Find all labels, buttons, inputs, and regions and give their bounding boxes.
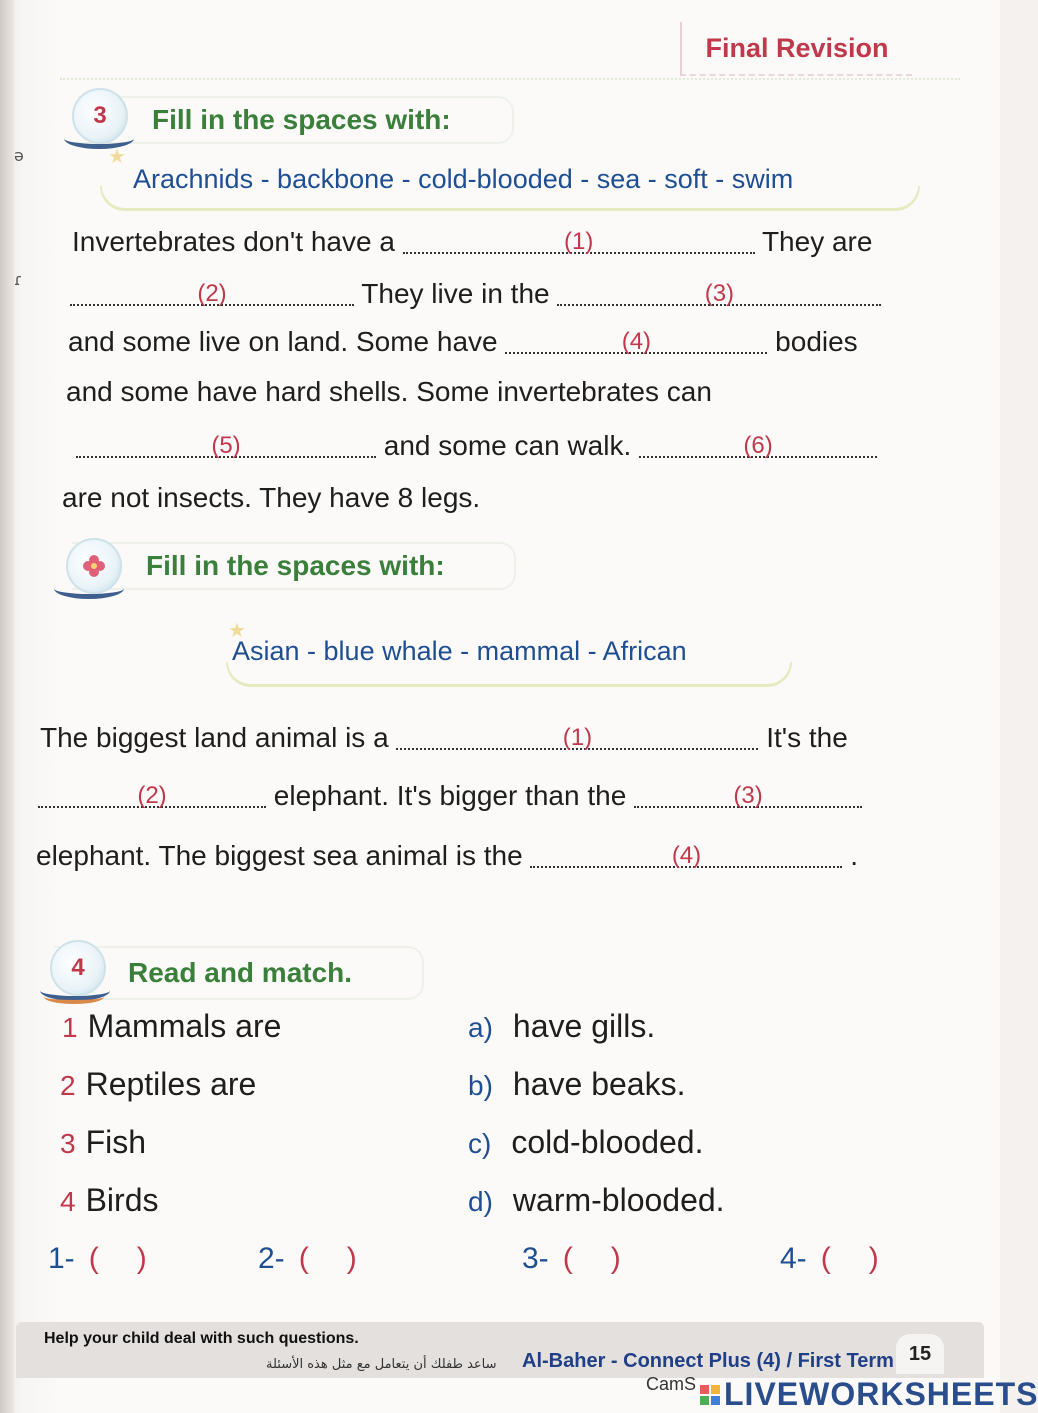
item-text: cold-blooded.	[511, 1124, 704, 1160]
answer-open: (	[298, 1242, 309, 1275]
blank-4[interactable]	[505, 326, 767, 354]
answer-open: (	[820, 1242, 831, 1275]
star-icon: ★	[228, 618, 246, 642]
text: Invertebrates don't have a	[72, 226, 395, 257]
item-number: 2	[60, 1070, 76, 1101]
badge-swoosh-icon	[44, 990, 104, 1004]
text: elephant. It's bigger than the	[273, 780, 627, 811]
liveworksheets-logo-icon	[700, 1385, 720, 1405]
section4-title: Read and match.	[128, 957, 353, 988]
item-text: have beaks.	[512, 1066, 686, 1102]
section3-line2	[70, 278, 881, 310]
edge-glyph: ɾ	[14, 270, 23, 289]
edge-glyph: ə	[14, 146, 24, 165]
item-text: Mammals are	[87, 1008, 282, 1044]
blank-6[interactable]	[639, 430, 877, 458]
blank-4[interactable]	[530, 840, 842, 868]
blank-3[interactable]	[634, 780, 862, 808]
answer-slot	[522, 1242, 621, 1276]
match-right-item	[468, 1008, 655, 1045]
text: bodies	[775, 326, 858, 357]
badge-swoosh-icon	[54, 578, 124, 599]
blank-2[interactable]	[70, 278, 354, 306]
blank-number: (6)	[743, 432, 773, 459]
answer-close: )	[868, 1242, 879, 1275]
section3-number: 3	[93, 102, 107, 129]
blank-5[interactable]	[76, 430, 376, 458]
blank-number: (5)	[211, 432, 241, 459]
liveworksheets-watermark	[700, 1376, 1038, 1413]
match-left-item	[60, 1182, 158, 1219]
blank-number: (2)	[137, 782, 167, 809]
binding-edge	[0, 0, 14, 1413]
answer-label: 4-	[780, 1242, 807, 1275]
sectionb-word-bank: Asian - blue whale - mammal - African	[232, 636, 687, 666]
blank-1[interactable]	[403, 226, 755, 254]
answer-label: 3-	[522, 1242, 549, 1275]
answer-close: )	[610, 1242, 621, 1275]
section3-line1	[72, 226, 872, 258]
text: .	[850, 840, 859, 871]
sectionb-line2	[38, 780, 862, 812]
sectionb-line1	[40, 722, 848, 754]
text: elephant. The biggest sea animal is the	[36, 840, 523, 871]
sectionb-header	[72, 542, 516, 590]
answer-slot	[780, 1242, 879, 1276]
blank-number: (4)	[671, 842, 702, 869]
footer-tip: Help your child deal with such questions.	[44, 1330, 359, 1347]
answer-close: )	[346, 1242, 357, 1275]
sectionb-title: Fill in the spaces with:	[146, 550, 445, 581]
section3-line5	[76, 430, 877, 462]
flower-icon	[81, 553, 107, 579]
match-right-item	[468, 1182, 725, 1219]
text: and some can walk.	[383, 430, 632, 461]
item-text: Fish	[85, 1124, 147, 1160]
word-bank-frame	[226, 662, 792, 687]
item-text: warm-blooded.	[512, 1182, 725, 1218]
text: They live in the	[361, 278, 550, 309]
section4-number: 4	[71, 954, 85, 981]
blank-number: (3)	[733, 782, 763, 809]
word-bank-frame	[100, 186, 920, 211]
text: and some live on land. Some have	[68, 326, 498, 357]
item-number: 3	[60, 1128, 76, 1159]
camscanner-watermark: CamS	[646, 1374, 697, 1394]
watermark-text: LIVEWORKSHEETS	[724, 1376, 1038, 1412]
section3-header	[78, 96, 514, 144]
item-text: Reptiles are	[85, 1066, 257, 1102]
match-left-item	[60, 1066, 256, 1103]
match-right-item	[468, 1066, 685, 1103]
page-header: Final Revision	[680, 22, 912, 76]
blank-number: (4)	[621, 328, 652, 355]
match-left-item	[62, 1008, 281, 1045]
blank-2[interactable]	[38, 780, 266, 808]
sectionb-line3	[36, 840, 858, 872]
footer-arabic: ساعد طفلك أن يتعامل مع مثل هذه الأسئلة	[266, 1357, 497, 1372]
item-letter: a)	[468, 1012, 493, 1043]
section3-line3	[68, 326, 858, 358]
section3-word-bank: Arachnids - backbone - cold-blooded - sea - soft - swim	[133, 164, 794, 194]
star-icon: ★	[108, 144, 126, 168]
blank-number: (1)	[562, 724, 593, 751]
answer-label: 2-	[258, 1242, 285, 1275]
footer-series: Al-Baher - Connect Plus (4) / First Term	[522, 1350, 894, 1372]
section3-line6: are not insects. They have 8 legs.	[62, 482, 481, 513]
page-number: 15	[896, 1334, 944, 1374]
divider	[60, 78, 960, 80]
answer-label: 1-	[48, 1242, 75, 1275]
item-text: have gills.	[512, 1008, 656, 1044]
answer-close: )	[136, 1242, 147, 1275]
item-number: 1	[62, 1012, 78, 1043]
answer-open: (	[562, 1242, 573, 1275]
match-left-item	[60, 1124, 146, 1161]
blank-number: (1)	[564, 228, 594, 255]
blank-number: (2)	[197, 280, 227, 307]
match-right-item	[468, 1124, 703, 1161]
item-letter: d)	[468, 1186, 493, 1217]
answer-slot	[258, 1242, 357, 1276]
answer-slot	[48, 1242, 147, 1276]
text: They are	[761, 226, 873, 257]
blank-3[interactable]	[557, 278, 881, 306]
blank-1[interactable]	[396, 722, 758, 750]
text: The biggest land animal is a	[40, 722, 389, 753]
section3-line4: and some have hard shells. Some invertebrates can	[66, 376, 712, 407]
section3-title: Fill in the spaces with:	[152, 104, 451, 135]
blank-number: (3)	[704, 280, 735, 307]
answer-open: (	[88, 1242, 99, 1275]
item-text: Birds	[85, 1182, 159, 1218]
item-number: 4	[60, 1186, 76, 1217]
item-letter: c)	[468, 1128, 492, 1159]
item-letter: b)	[468, 1070, 493, 1101]
text: It's the	[766, 722, 848, 753]
